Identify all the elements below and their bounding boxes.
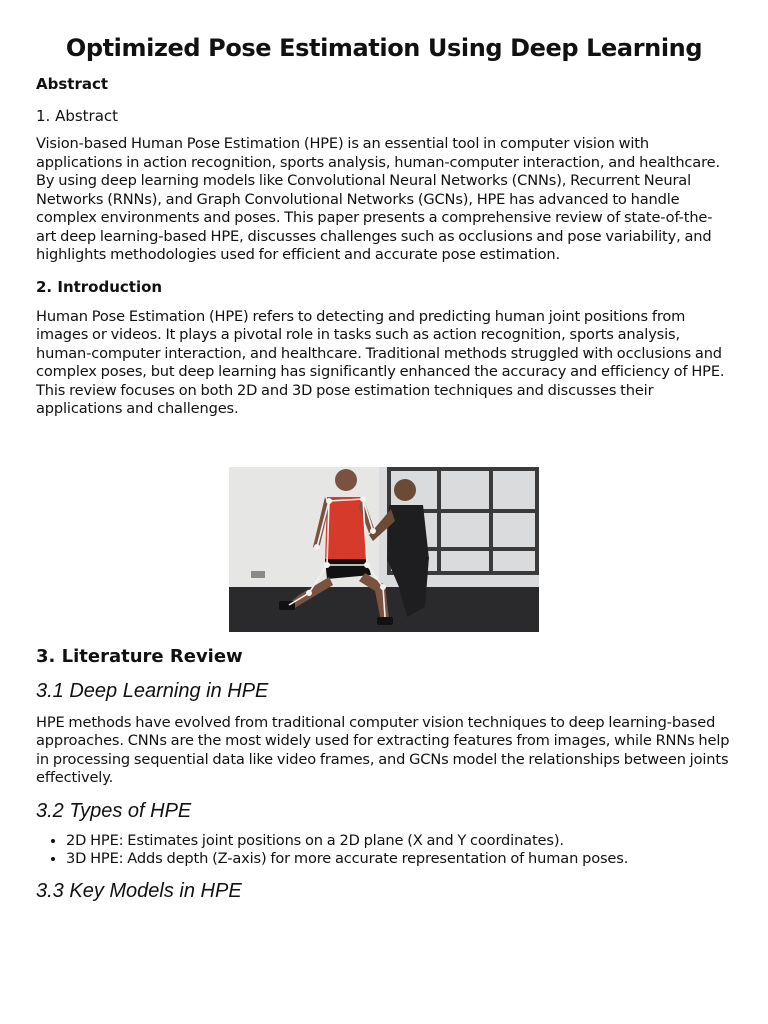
subsection-3-1-heading: 3.1 Deep Learning in HPE: [36, 679, 269, 702]
subsection-3-1-paragraph: HPE methods have evolved from traditional computer vision techniques to deep learning-based approaches. CNNs are the most widely used for extracting features from images, while RNNs help in processing sequential data like video frames, and GCNs model the relationships between joints effectively.: [36, 713, 730, 786]
list-item: • 2D HPE: Estimates joint positions on a 2D plane (X and Y coordinates).: [66, 832, 732, 851]
abstract-paragraph: Vision-based Human Pose Estimation (HPE) is an essential tool in computer vision with applications in action recognition, sports analysis, human-computer interaction, and healthcare. By using deep learning models like Convolutional Neural Networks (CNNs), Recurrent Neural Networks (RNNs), and Graph Convolutional Networks (GCNs), HPE has advanced to handle complex environments and poses. This paper presents a comprehensive review of state-of-the-art deep learning-based HPE, discusses challenges such as occlusions and pose variability, and highlights methodologies used for efficient and accurate pose estimation.: [36, 135, 720, 263]
pose-estimation-photo: [229, 467, 539, 632]
list-item: • 3D HPE: Adds depth (Z-axis) for more accurate representation of human poses.: [66, 850, 732, 869]
literature-review-heading: 3. Literature Review: [36, 645, 243, 667]
subsection-3-3-heading: 3.3 Key Models in HPE: [36, 879, 242, 902]
abstract-heading: Abstract: [36, 75, 109, 93]
paper-title: Optimized Pose Estimation Using Deep Learning: [65, 34, 703, 62]
figure-container: [36, 467, 732, 632]
introduction-paragraph: Human Pose Estimation (HPE) refers to detecting and predicting human joint positions from images or videos. It plays a pivotal role in tasks such as action recognition, sports analysis, human-computer interaction, and healthcare. Traditional methods struggled with occlusions and complex poses, but deep learning has significantly enhanced the accuracy and efficiency of HPE. This review focuses on both 2D and 3D pose estimation techniques and discusses their applications and challenges.: [36, 307, 725, 417]
hpe-types-list: [36, 832, 732, 869]
wall-outlet: [251, 571, 265, 578]
introduction-heading: 2. Introduction: [36, 277, 163, 296]
abstract-subheading: 1. Abstract: [36, 107, 119, 125]
subsection-3-2-heading: 3.2 Types of HPE: [36, 799, 192, 822]
